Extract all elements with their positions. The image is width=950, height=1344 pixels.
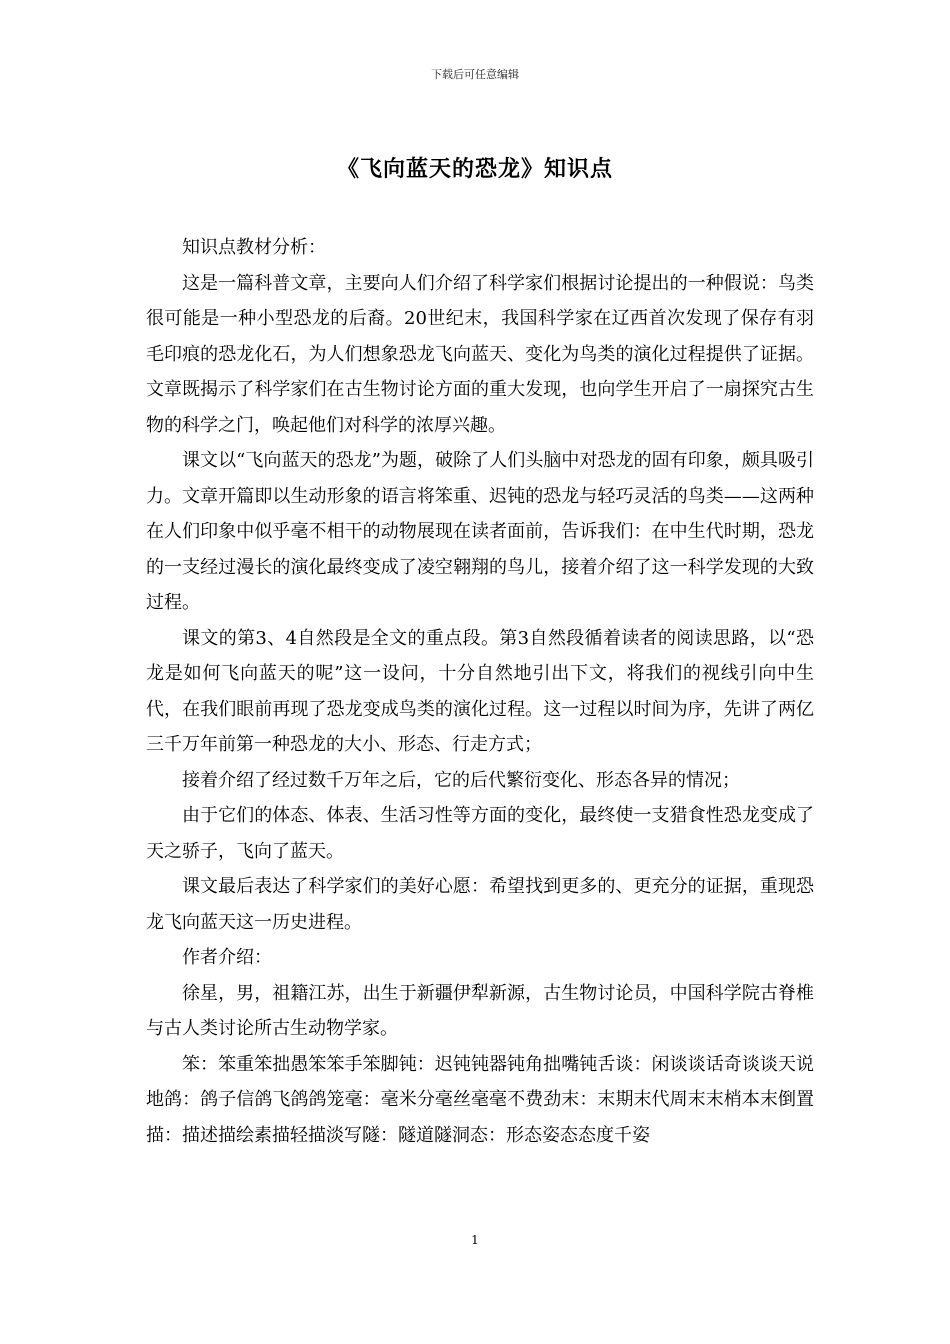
page-number: 1: [471, 1233, 479, 1247]
paragraph: 这是一篇科普文章，主要向人们介绍了科学家们根据讨论提出的一种假说：鸟类很可能是一种小型恐龙的后裔。20世纪末，我国科学家在辽西首次发现了保存有羽毛印痕的恐龙化石，为人们想象恐龙飞向蓝天、变化为鸟类的演化过程提供了证据。文章既揭示了科学家们在古生物讨论方面的重大发现，也向学生开启了一扇探究古生物的科学之门，唤起他们对科学的浓厚兴趣。: [146, 272, 814, 436]
paragraph: 课文最后表达了科学家们的美好心愿：希望找到更多的、更充分的证据，重现恐龙飞向蓝天这一历史进程。: [146, 876, 814, 933]
document-title: 《飞向蓝天的恐龙》知识点: [336, 156, 613, 182]
paragraph: 作者介绍：: [182, 947, 272, 968]
paragraph: 笨：笨重笨拙愚笨笨手笨脚钝：迟钝钝器钝角拙嘴钝舌谈：闲谈谈话奇谈谈天说地鸽：鸽子信鸽飞鸽鸽笼毫：毫米分毫丝毫毫不费劲末：末期末代周末末梢本末倒置描：描述描绘素描轻描淡写隧：隧道隧洞态：形态姿态态度千姿: [146, 1053, 814, 1146]
paragraph: 徐星，男，祖籍江苏，出生于新疆伊犁新源，古生物讨论员，中国科学院古脊椎与古人类讨论所古生动物学家。: [146, 982, 814, 1039]
paragraph: 课文的第3、4自然段是全文的重点段。第3自然段循着读者的阅读思路，以“恐龙是如何飞向蓝天的呢”这一设问，十分自然地引出下文，将我们的视线引向中生代，在我们眼前再现了恐龙变成鸟类的演化过程。这一过程以时间为序，先讲了两亿三千万年前第一种恐龙的大小、形态、行走方式；: [146, 627, 814, 755]
paragraph: 接着介绍了经过数千万年之后，它的后代繁衍变化、形态各异的情况；: [182, 769, 740, 791]
document-body: [146, 230, 814, 1153]
paragraph: 知识点教材分析：: [182, 237, 326, 258]
paragraph: 由于它们的体态、体表、生活习性等方面的变化，最终使一支猎食性恐龙变成了天之骄子，飞向了蓝天。: [146, 805, 814, 862]
header-note: 下载后可任意编辑: [431, 68, 519, 81]
paragraph: 课文以“飞向蓝天的恐龙”为题，破除了人们头脑中对恐龙的固有印象，颇具吸引力。文章开篇即以生动形象的语言将笨重、迟钝的恐龙与轻巧灵活的鸟类——这两种在人们印象中似乎毫不相干的动物展现在读者面前，告诉我们：在中生代时期，恐龙的一支经过漫长的演化最终变成了凌空翱翔的鸟儿，接着介绍了这一科学发现的大致过程。: [146, 450, 814, 613]
